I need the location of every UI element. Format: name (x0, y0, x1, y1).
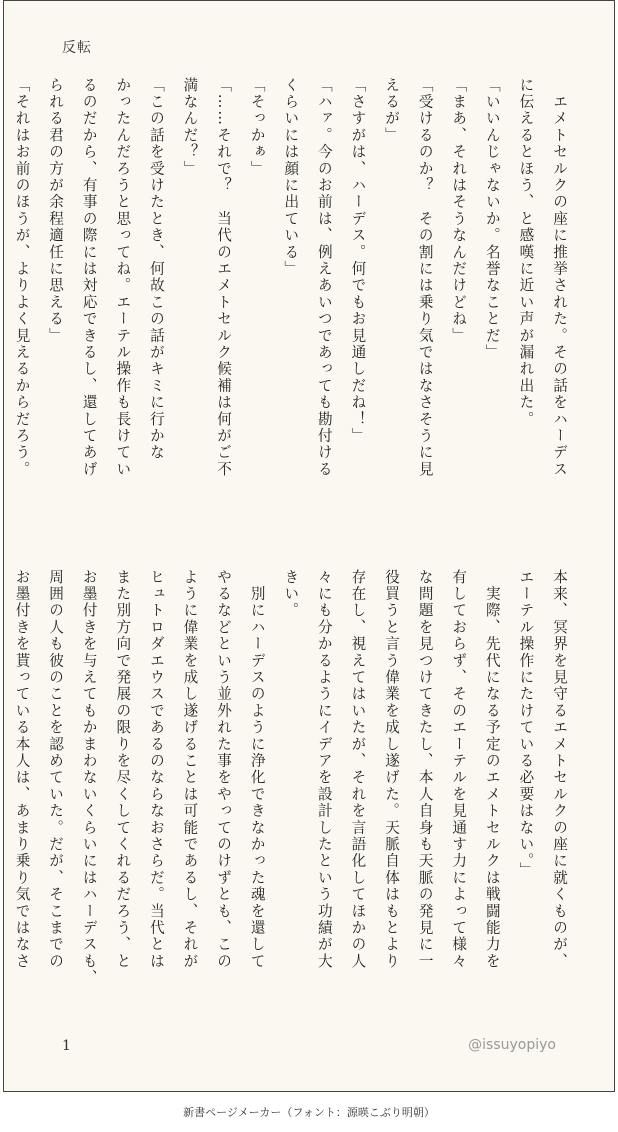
text-line: 「さすがは、ハーデス。何でもお見通しだね！」 (349, 77, 367, 445)
text-line: られる君の方が余程適任に思える」 (47, 77, 65, 345)
text-line: 本来、冥界を見守るエメトセルクの座に就くものが、 (551, 569, 568, 970)
text-line: るのだから、有事の際には対応できるし、還してあげ (80, 77, 98, 478)
text-line: きい。 (282, 569, 300, 620)
text-line: 「この話を受けたとき、何故この話がキミに行かな (147, 77, 165, 462)
text-line: 「それはお前のほうが、よりよく見えるからだろう。 (13, 77, 31, 478)
text-line: また別方向で発展の限りを尽くしてくれるだろう、と (114, 569, 132, 970)
text-line: ように偉業を成し遂げることは可能であるし、それが (181, 569, 199, 970)
page-number: 1 (62, 1038, 71, 1054)
text-line: に伝えるとほう、と感嘆に近い声が漏れ出た。 (517, 77, 535, 428)
author-handle: @issuyopiyo (468, 1037, 556, 1053)
text-line: 「ハァ。今のお前は、例えあいつであっても勘付ける (315, 77, 333, 478)
text-line: 「……それで？ 当代のエメトセルク候補は何がご不 (215, 77, 233, 478)
footer-credit: 新書ページメーカー（フォント：源暎こぶり明朝） (183, 1106, 435, 1119)
text-line: 実際、先代になる予定のエメトセルクは戦闘能力を (483, 569, 501, 970)
text-line: 「受けるのか？ その割には乗り気ではなさそうに見 (416, 77, 434, 478)
text-line: エーテル操作にたけている必要はない。」 (517, 569, 535, 879)
upper-text-block (13, 77, 576, 559)
text-line: 役買うと言う偉業を成し遂げた。天脈自体はもとより (383, 569, 401, 970)
text-line: 「そっかぁ」 (248, 77, 266, 178)
text-line: エメトセルクの座に推挙された。その話をハーデス (551, 77, 568, 478)
lower-text-block (13, 569, 576, 1001)
text-line: お墨付きを貰っている本人は、あまり乗り気ではなさ (13, 569, 31, 970)
chapter-title: 反転 (62, 40, 92, 56)
book-page (3, 0, 615, 1092)
text-line: ヒュトロダエウスであるのならなおさらだ。当代とは (147, 569, 165, 970)
text-line: 「まあ、それはそうなんだけどね」 (450, 77, 468, 345)
text-line: 満なんだ？」 (181, 77, 199, 178)
text-line: な問題を見つけてきたし、本人自身も天脈の発見に一 (416, 569, 434, 970)
text-line: 「いいんじゃないか。名誉なことだ」 (483, 77, 501, 361)
text-line: 有しておらず、そのエーテルを見通す力によって様々 (450, 569, 468, 970)
text-line: 々にも分かるようにイデアを設計したという功績が大 (315, 569, 333, 970)
text-line: えるが」 (383, 77, 401, 144)
text-line: 周囲の人も彼のことを認めていた。だが、そこまでの (47, 569, 65, 970)
text-line: くらいには顔に出ている」 (282, 77, 300, 278)
text-line: やるなどという並外れた事をやってのけずとも、この (215, 569, 233, 970)
text-line: 存在し、視えてはいたが、それを言語化してほかの人 (349, 569, 367, 970)
text-line: 別にハーデスのように浄化できなかった魂を還して (248, 569, 266, 970)
text-line: かったんだろうと思ってね。エーテル操作も長けてい (114, 77, 132, 478)
text-line: お墨付きを与えてもかまわないくらいにはハーデスも、 (80, 569, 98, 987)
